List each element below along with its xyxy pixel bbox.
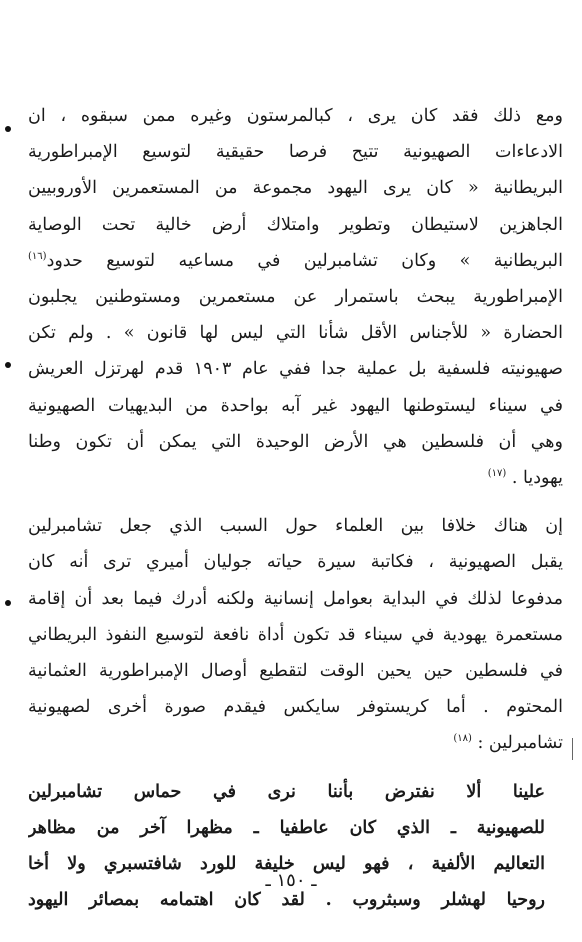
paragraph-1 <box>28 98 563 496</box>
text-line: يقبل الصهيونية ، فكاتبة سيرة حياته جوليان أميري ترى أنه كان <box>28 552 563 573</box>
text-line: في سيناء ليستوطنها اليهود غير آبه بواحدة من البديهيات الصهيونية <box>28 395 563 416</box>
block-quote <box>28 774 563 918</box>
footnote-marker: (١٦) <box>28 250 47 262</box>
text-line <box>28 725 563 761</box>
text-line: مستعمرة يهودية في سيناء قد تكون أداة نافعة لتوسيع النفوذ البريطاني <box>28 624 563 645</box>
text-line <box>28 243 563 279</box>
text-line: إن هناك خلافا بين العلماء حول السبب الذي جعل تشامبرلين <box>28 516 563 537</box>
quote-line: التعاليم الألفية ، فهو ليس خليفة للورد شافتسبري ولا أخا <box>28 853 545 874</box>
text-line <box>28 689 563 725</box>
margin-mark-middle <box>5 362 11 368</box>
quote-line: روحيا لهشلر وسبثروب . لقد كان اهتمامه بمصائر اليهود <box>28 889 545 910</box>
text-line: مدفوعا لذلك في البداية بعوامل إنسانية ولكنه أدرك فيما بعد أن إقامة <box>28 588 563 609</box>
text-line: في فلسطين حين يحين الوقت لتقطيع أوصال الإمبراطورية العثمانية <box>28 661 563 682</box>
page-number: ـ ١٥٠ ـ <box>265 870 317 891</box>
document-page <box>28 98 563 918</box>
text-line: صهيونيته فلسفية بل عملية جدا ففي عام ١٩٠٣ قدم لهرتزل العريش <box>28 359 563 380</box>
text-segment: يهوديا . <box>511 468 563 489</box>
text-segment: تشامبرلين : <box>477 733 563 754</box>
text-line: الجاهزين لاستيطان وتطوير وامتلاك أرض خالية تحت الوصاية <box>28 214 563 235</box>
text-line: وهي أن فلسطين هي الأرض الوحيدة التي يمكن أن تكون وطنا <box>28 431 563 452</box>
text-line: الإمبراطورية يبحث باستمرار عن مستعمرين ومستوطنين يجلبون <box>28 287 563 308</box>
text-line: البريطانية « كان يرى اليهود مجموعة من المستعمرين الأوروبيين <box>28 178 563 199</box>
footnote-marker: (١٧) <box>487 468 507 480</box>
text-segment: البريطانية » وكان تشامبرلين في مساعيه لتوسيع حدود <box>46 250 563 271</box>
text-line: ومع ذلك فقد كان يرى ، كبالمرستون وغيره ممن سبقوه ، ان <box>28 106 563 126</box>
margin-tick-right <box>572 738 573 760</box>
margin-mark-top <box>5 126 11 132</box>
text-segment: المحتوم . أما كريستوفر سايكس فيقدم صورة أخرى لصهيونية <box>28 697 563 718</box>
text-line: الادعاءات الصهيونية تتيح فرصا حقيقية لتوسيع الإمبراطورية <box>28 142 563 163</box>
paragraph-2 <box>28 508 563 761</box>
margin-mark-lower <box>5 600 11 606</box>
text-line <box>28 460 563 496</box>
quote-line: للصهيونية ـ الذي كان عاطفيا ـ مظهرا آخر من مظاهر <box>28 817 545 838</box>
text-line: الحضارة « للأجناس الأقل شأنا التي ليس لها قانون » . ولم تكن <box>28 323 563 344</box>
footnote-marker: (١٨) <box>453 733 472 745</box>
quote-line: علينا ألا نفترض بأننا نرى في حماس تشامبرلين <box>28 781 545 802</box>
